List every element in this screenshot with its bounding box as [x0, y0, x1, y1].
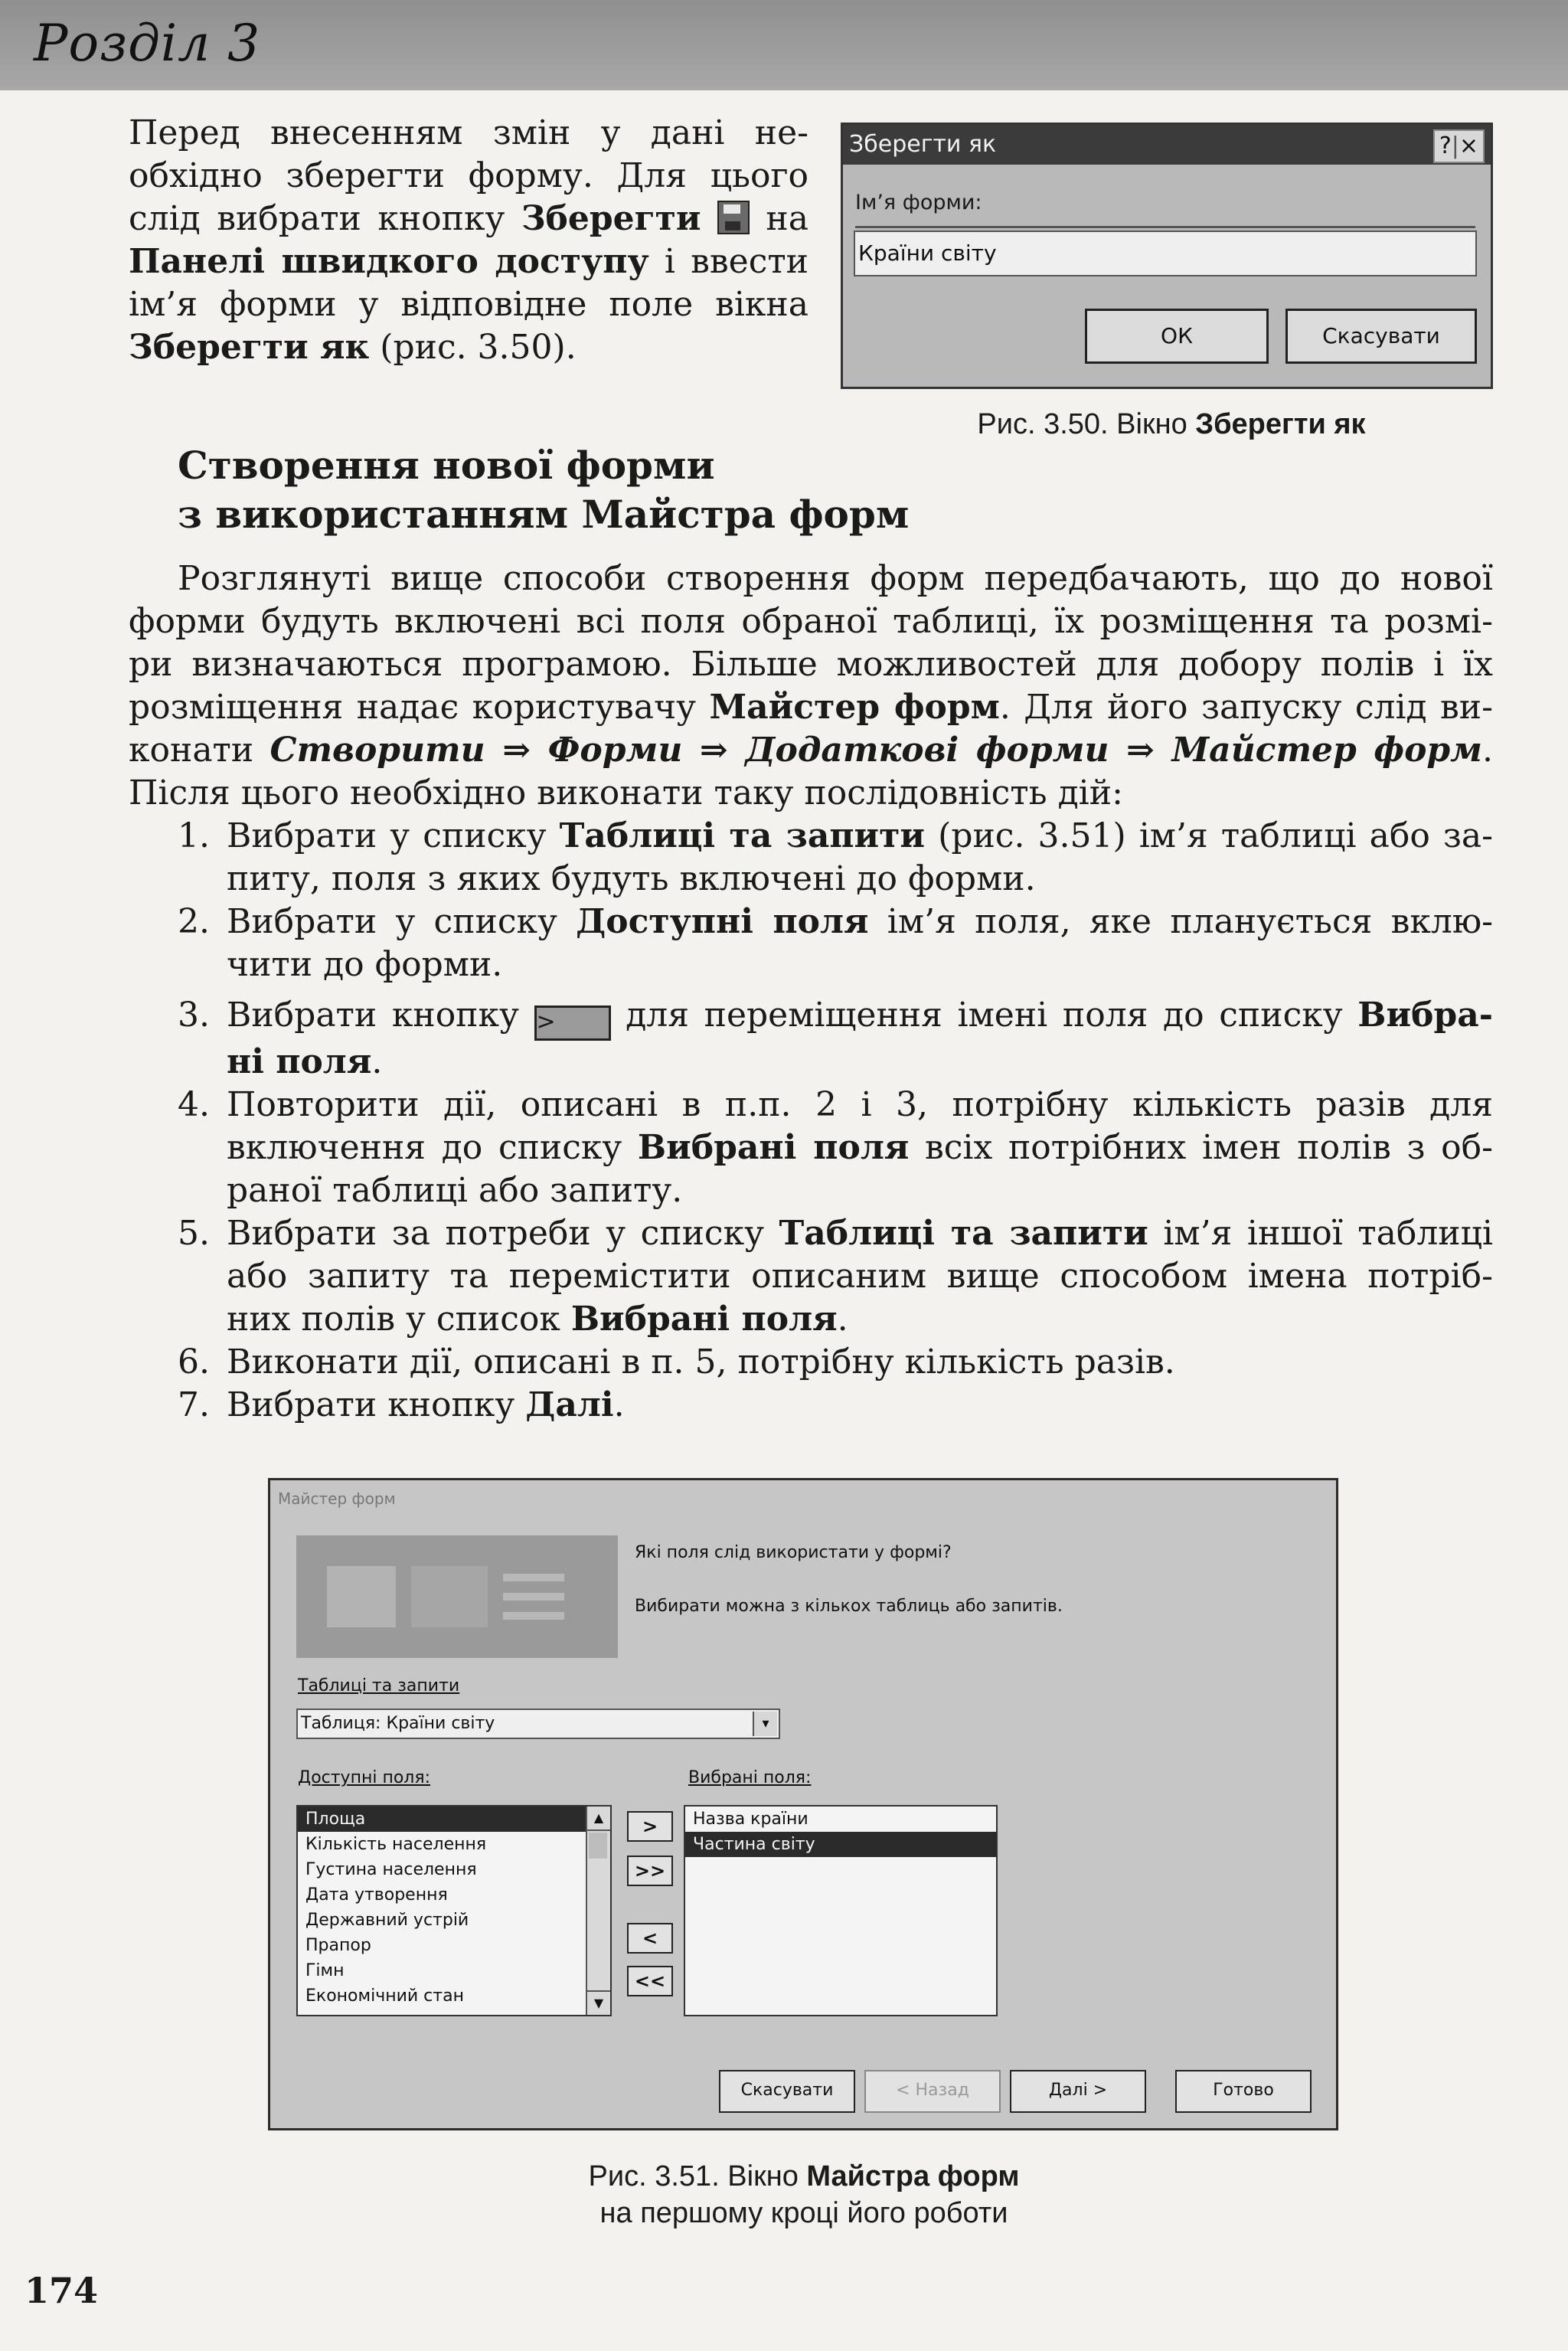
form-name-input[interactable]: Країни світу [854, 231, 1477, 276]
list-item[interactable]: Частина світу [685, 1832, 996, 1857]
list-item: 3. Вибрати кнопку > для переміщення імені поля до списку Вибра- ні поля. [178, 996, 1493, 1081]
list-item: 6. Виконати дії, описані в п. 5, потрібну кількість разів. [178, 1342, 1175, 1381]
list-item: 4. Повторити дії, описані в п.п. 2 і 3, потрібну кількість разів для включення до списку Вибрані поля всіх потрібних імен полів з об- раної таблиці або запиту. [178, 1085, 1493, 1210]
body-line: розміщення надає користувачу Майстер форм. Для його запуску слід ви- [129, 688, 1493, 727]
divider [855, 226, 1475, 228]
intro-line: Панелі швидкого доступу і ввести [129, 242, 808, 281]
scroll-down-icon[interactable]: ▼ [587, 1990, 610, 2015]
list-item: 5. Вибрати за потреби у списку Таблиці та запити ім’я іншої таблиці або запиту та перемістити описаним вище способом імена потріб- них полів у список Вибрані поля. [178, 1214, 1493, 1339]
wizard-cancel-button[interactable]: Скасувати [719, 2070, 855, 2113]
save-as-dialog-titlebar: Зберегти як [843, 125, 1491, 165]
body-line: конати Створити ⇒ Форми ⇒ Додаткові форми ⇒ Майстер форм. [129, 731, 1494, 770]
section-title-line: з використанням Майстра форм [178, 492, 910, 537]
body-line: Розглянуті вище способи створення форм передбачають, що до нової [178, 559, 1493, 598]
list-item[interactable]: Дата утворення [305, 1885, 448, 1905]
save-as-dialog [841, 123, 1493, 389]
form-name-label: Ім’я форми: [855, 191, 982, 214]
move-field-button-inline: > [534, 1005, 611, 1041]
dropdown-arrow-icon[interactable]: ▾ [753, 1712, 777, 1736]
page-number: 174 [24, 2270, 99, 2311]
scroll-thumb[interactable] [589, 1833, 607, 1859]
section-title [178, 441, 943, 539]
cancel-button[interactable]: Скасувати [1285, 309, 1477, 364]
body-line: ри визначаються програмою. Більше можливостей для добору полів і їх [129, 645, 1493, 684]
body-line: Після цього необхідно виконати таку послідовність дій: [129, 773, 1123, 813]
move-one-right-button[interactable]: > [627, 1811, 673, 1842]
list-item: 7. Вибрати кнопку Далі. [178, 1385, 625, 1424]
selected-fields-list[interactable] [684, 1805, 998, 2016]
figure-caption-3-51: Рис. 3.51. Вікно Майстра форм на першому кроці його роботи [588, 2160, 1020, 2229]
list-item[interactable]: Густина населення [305, 1860, 477, 1879]
help-icon[interactable]: ? [1439, 132, 1452, 159]
available-fields-label: Доступні поля: [298, 1768, 431, 1787]
intro-line: ім’я форми у відповідне поле вікна [129, 285, 808, 324]
list-item[interactable]: Гімн [305, 1961, 345, 1980]
save-floppy-icon [717, 201, 750, 234]
move-one-left-button[interactable]: < [627, 1923, 673, 1954]
form-wizard-window [268, 1478, 1338, 2130]
wizard-title: Майстер форм [278, 1489, 396, 1508]
wizard-hint: Вибирати можна з кількох таблиць або запитів. [635, 1597, 1063, 1616]
wizard-back-button[interactable]: < Назад [864, 2070, 1001, 2113]
tables-select[interactable]: Таблиця: Країни світу ▾ [296, 1708, 780, 1739]
chapter-title: Розділ 3 [34, 14, 261, 73]
available-fields-list[interactable] [296, 1805, 612, 2016]
figure-caption-3-50: Рис. 3.50. Вікно Зберегти як [977, 408, 1366, 440]
wizard-next-button[interactable]: Далі > [1010, 2070, 1146, 2113]
list-item[interactable]: Кількість населення [305, 1835, 487, 1854]
move-all-right-button[interactable]: >> [627, 1856, 673, 1886]
wizard-finish-button[interactable]: Готово [1175, 2070, 1312, 2113]
intro-line: Зберегти як (рис. 3.50). [129, 328, 577, 367]
list-item: 1. Вибрати у списку Таблиці та запити (рис. 3.51) ім’я таблиці або за- питу, поля з яких будуть включені до форми. [178, 816, 1494, 898]
steps-list [178, 815, 1493, 1427]
list-item[interactable]: Економічний стан [305, 1986, 464, 2006]
selected-fields-label: Вибрані поля: [688, 1768, 812, 1787]
close-icon[interactable]: × [1459, 132, 1478, 159]
body-line: форми будуть включені всі поля обраної таблиці, їх розміщення та розмі- [129, 602, 1493, 641]
list-item[interactable]: Назва країни [693, 1810, 808, 1829]
ok-button[interactable]: ОК [1085, 309, 1269, 364]
list-item[interactable]: Площа [298, 1807, 587, 1832]
wizard-question: Які поля слід використати у формі? [635, 1543, 952, 1562]
scrollbar[interactable] [586, 1807, 610, 2015]
scroll-up-icon[interactable]: ▲ [587, 1807, 610, 1831]
body-paragraph [129, 558, 1493, 815]
list-item: 2. Вибрати у списку Доступні поля ім’я поля, яке планується вклю- чити до форми. [178, 902, 1494, 984]
list-item[interactable]: Державний устрій [305, 1911, 469, 1930]
intro-line: обхідно зберегти форму. Для цього [129, 156, 808, 195]
tables-label: Таблиці та запити [298, 1676, 460, 1695]
intro-line: Перед внесенням змін у дані не- [129, 113, 808, 152]
help-close-buttons[interactable]: ?|× [1433, 129, 1485, 163]
list-item[interactable]: Прапор [305, 1936, 371, 1955]
wizard-illustration [296, 1535, 618, 1658]
intro-paragraph [129, 112, 808, 369]
intro-line: слід вибрати кнопку Зберегти на [129, 199, 808, 238]
move-all-left-button[interactable]: << [627, 1966, 673, 1996]
section-title-line: Створення нової форми [178, 443, 715, 488]
